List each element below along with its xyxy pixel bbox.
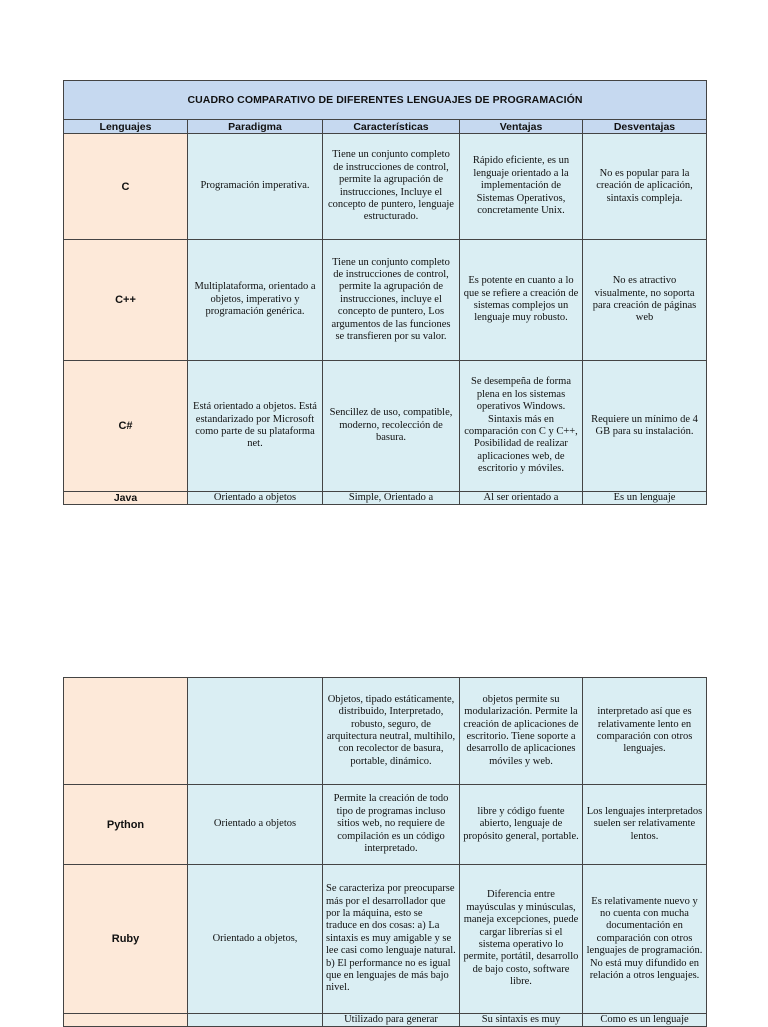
lang-cell: Java <box>64 492 188 505</box>
caracteristicas-cell: Utilizado para generar <box>323 1014 460 1027</box>
ventajas-cell: Al ser orientado a <box>460 492 583 505</box>
caracteristicas-cell: Tiene un conjunto completo de instrucciones de control, permite la agrupación de instrucciones, Incluye el concepto de puntero, lenguaje estructurado. <box>323 134 460 240</box>
lang-cell: C <box>64 134 188 240</box>
paradigma-cell: Orientado a objetos <box>188 785 323 865</box>
paradigma-cell: Orientado a objetos <box>188 492 323 505</box>
table-row <box>64 361 707 492</box>
caracteristicas-cell: Tiene un conjunto completo de instrucciones de control, permite la agrupación de instrucciones, incluye el concepto de puntero, Los argumentos de las funciones se transfieren por su valor. <box>323 240 460 361</box>
desventajas-cell: Requiere un mínimo de 4 GB para su instalación. <box>583 361 707 492</box>
paradigma-cell: Orientado a objetos, <box>188 865 323 1014</box>
table-row <box>64 678 707 785</box>
table-row <box>64 492 707 505</box>
lang-cell: Python <box>64 785 188 865</box>
caracteristicas-cell: Permite la creación de todo tipo de programas incluso sitios web, no requiere de compilación es un código interpretado. <box>323 785 460 865</box>
table-row <box>64 785 707 865</box>
paradigma-cell <box>188 1014 323 1027</box>
paradigma-cell: Programación imperativa. <box>188 134 323 240</box>
lang-cell: C# <box>64 361 188 492</box>
desventajas-cell: Los lenguajes interpretados suelen ser relativamente lentos. <box>583 785 707 865</box>
desventajas-cell: Como es un lenguaje <box>583 1014 707 1027</box>
header-desventajas: Desventajas <box>583 120 707 134</box>
caracteristicas-cell: Se caracteriza por preocuparse más por el desarrollador que por la máquina, esto se traduce en dos cosas: a) La sintaxis es muy amigable y se lee casi como lenguaje natural. b) El performance no es igual que en lenguajes de más bajo nivel. <box>323 865 460 1014</box>
ventajas-cell: Rápido eficiente, es un lenguaje orientado a la implementación de Sistemas Operativos, concretamente Unix. <box>460 134 583 240</box>
desventajas-cell: interpretado así que es relativamente lento en comparación con otros lenguajes. <box>583 678 707 785</box>
header-lenguajes: Lenguajes <box>64 120 188 134</box>
caracteristicas-cell: Sencillez de uso, compatible, moderno, recolección de basura. <box>323 361 460 492</box>
header-ventajas: Ventajas <box>460 120 583 134</box>
paradigma-cell: Está orientado a objetos. Está estandarizado por Microsoft como parte de su plataforma net. <box>188 361 323 492</box>
desventajas-cell: Es relativamente nuevo y no cuenta con mucha documentación en comparación con otros lenguajes de programación. No está muy difundido en relación a otros lenguajes. <box>583 865 707 1014</box>
caracteristicas-cell: Objetos, tipado estáticamente, distribuido, Interpretado, robusto, seguro, de arquitectura neutral, multihilo, con recolector de basura, portable, dinámico. <box>323 678 460 785</box>
table-row <box>64 865 707 1014</box>
lang-cell <box>64 1014 188 1027</box>
desventajas-cell: Es un lenguaje <box>583 492 707 505</box>
table-row <box>64 1014 707 1027</box>
comparison-table-page2 <box>63 677 707 1027</box>
lang-cell <box>64 678 188 785</box>
paradigma-cell <box>188 678 323 785</box>
ventajas-cell: libre y código fuente abierto, lenguaje de propósito general, portable. <box>460 785 583 865</box>
ventajas-cell: Su sintaxis es muy <box>460 1014 583 1027</box>
header-paradigma: Paradigma <box>188 120 323 134</box>
desventajas-cell: No es popular para la creación de aplicación, sintaxis compleja. <box>583 134 707 240</box>
caracteristicas-cell: Simple, Orientado a <box>323 492 460 505</box>
paradigma-cell: Multiplataforma, orientado a objetos, imperativo y programación genérica. <box>188 240 323 361</box>
lang-cell: C++ <box>64 240 188 361</box>
lang-cell: Ruby <box>64 865 188 1014</box>
ventajas-cell: objetos permite su modularización. Permite la creación de aplicaciones de escritorio. Tiene soporte a desarrollo de aplicaciones móviles y web. <box>460 678 583 785</box>
comparison-table-page1 <box>63 80 707 505</box>
table-row <box>64 134 707 240</box>
header-caracteristicas: Características <box>323 120 460 134</box>
ventajas-cell: Se desempeña de forma plena en los sistemas operativos Windows. Sintaxis más en comparación con C y C++, Posibilidad de realizar aplicaciones web, de escritorio y móviles. <box>460 361 583 492</box>
ventajas-cell: Es potente en cuanto a lo que se refiere a creación de sistemas complejos un lenguaje muy robusto. <box>460 240 583 361</box>
table-title: CUADRO COMPARATIVO DE DIFERENTES LENGUAJES DE PROGRAMACIÓN <box>64 81 707 120</box>
desventajas-cell: No es atractivo visualmente, no soporta para creación de páginas web <box>583 240 707 361</box>
table-row <box>64 240 707 361</box>
ventajas-cell: Diferencia entre mayúsculas y minúsculas, maneja excepciones, puede cargar librerías si el sistema operativo lo permite, portátil, desarrollo de bajo costo, software libre. <box>460 865 583 1014</box>
